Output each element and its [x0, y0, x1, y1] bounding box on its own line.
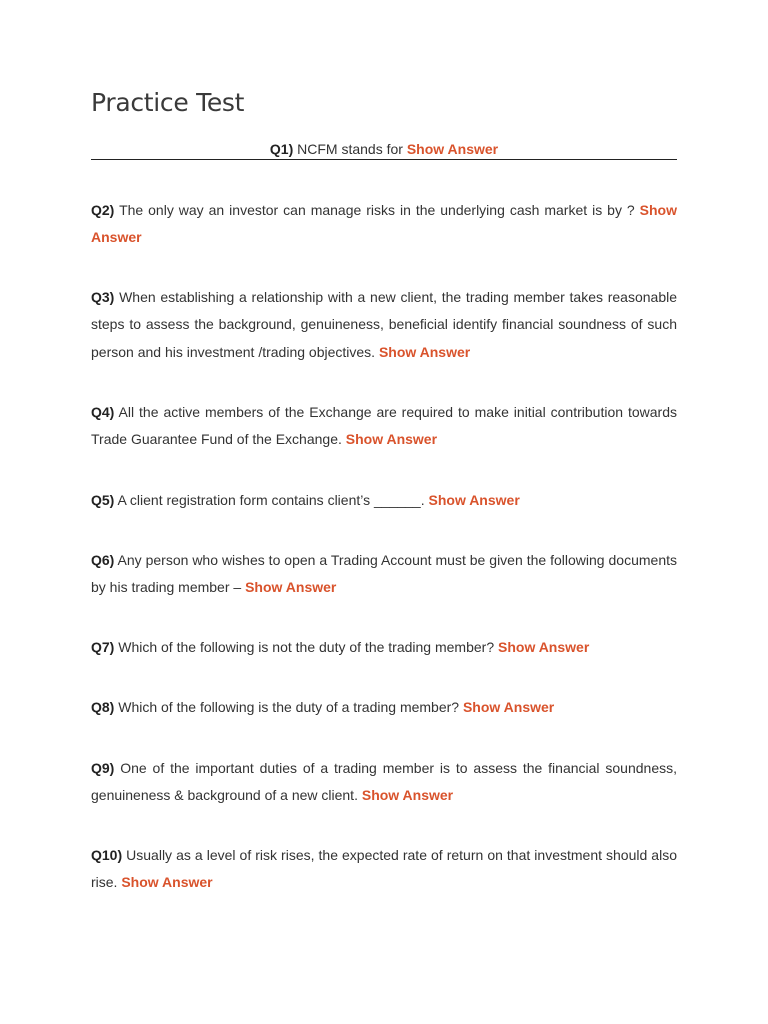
show-answer-link[interactable]: Show Answer [121, 874, 213, 891]
question-number: Q3) [91, 289, 115, 305]
question-number: Q7) [91, 639, 115, 655]
question-1 [91, 140, 677, 160]
question-text: Usually as a level of risk rises, the expected rate of return on that investment should also rise. [91, 847, 677, 891]
page-title: Practice Test [91, 88, 245, 117]
question-text: When establishing a relationship with a new client, the trading member takes reasonable steps to assess the background, genuineness, beneficial identify financial soundness of such person and his investment /trading objectives. [91, 289, 678, 360]
question-text: Which of the following is not the duty of the trading member? [118, 639, 495, 655]
question-number: Q8) [91, 699, 115, 715]
question-number: Q1) [269, 141, 294, 157]
show-answer-link[interactable]: Show Answer [361, 787, 454, 804]
question-text: Which of the following is the duty of a trading member? [118, 699, 460, 715]
question-8 [91, 694, 677, 721]
question-5 [91, 487, 677, 514]
question-text: NCFM stands for [297, 141, 403, 157]
question-text: A client registration form contains client’s ______. [117, 492, 425, 508]
show-answer-link[interactable]: Show Answer [428, 492, 520, 508]
question-9 [91, 755, 677, 810]
question-number: Q5) [91, 492, 115, 508]
question-3 [91, 284, 677, 366]
question-6 [91, 547, 677, 602]
question-number: Q6) [91, 552, 115, 568]
show-answer-link[interactable]: Show Answer [498, 639, 590, 655]
question-number: Q2) [91, 202, 115, 218]
question-2 [91, 197, 677, 252]
show-answer-link[interactable]: Show Answer [378, 343, 471, 360]
question-number: Q10) [91, 847, 123, 863]
show-answer-link[interactable]: Show Answer [462, 699, 555, 715]
question-text: Any person who wishes to open a Trading Account must be given the following documents by his trading member – [91, 552, 677, 596]
question-4 [91, 399, 677, 454]
show-answer-link[interactable]: Show Answer [91, 202, 678, 246]
question-number: Q4) [91, 404, 115, 420]
question-number: Q9) [91, 760, 115, 776]
question-text: One of the important duties of a trading member is to assess the financial soundness, genuineness & background of a new client. [91, 760, 678, 804]
question-text: The only way an investor can manage risks in the underlying cash market is by ? [119, 202, 635, 218]
show-answer-link[interactable]: Show Answer [406, 141, 499, 157]
question-7 [91, 634, 677, 661]
show-answer-link[interactable]: Show Answer [245, 579, 337, 596]
question-text: All the active members of the Exchange are required to make initial contribution towards Trade Guarantee Fund of the Exchange. [91, 404, 677, 448]
show-answer-link[interactable]: Show Answer [345, 431, 438, 448]
question-10 [91, 842, 677, 897]
